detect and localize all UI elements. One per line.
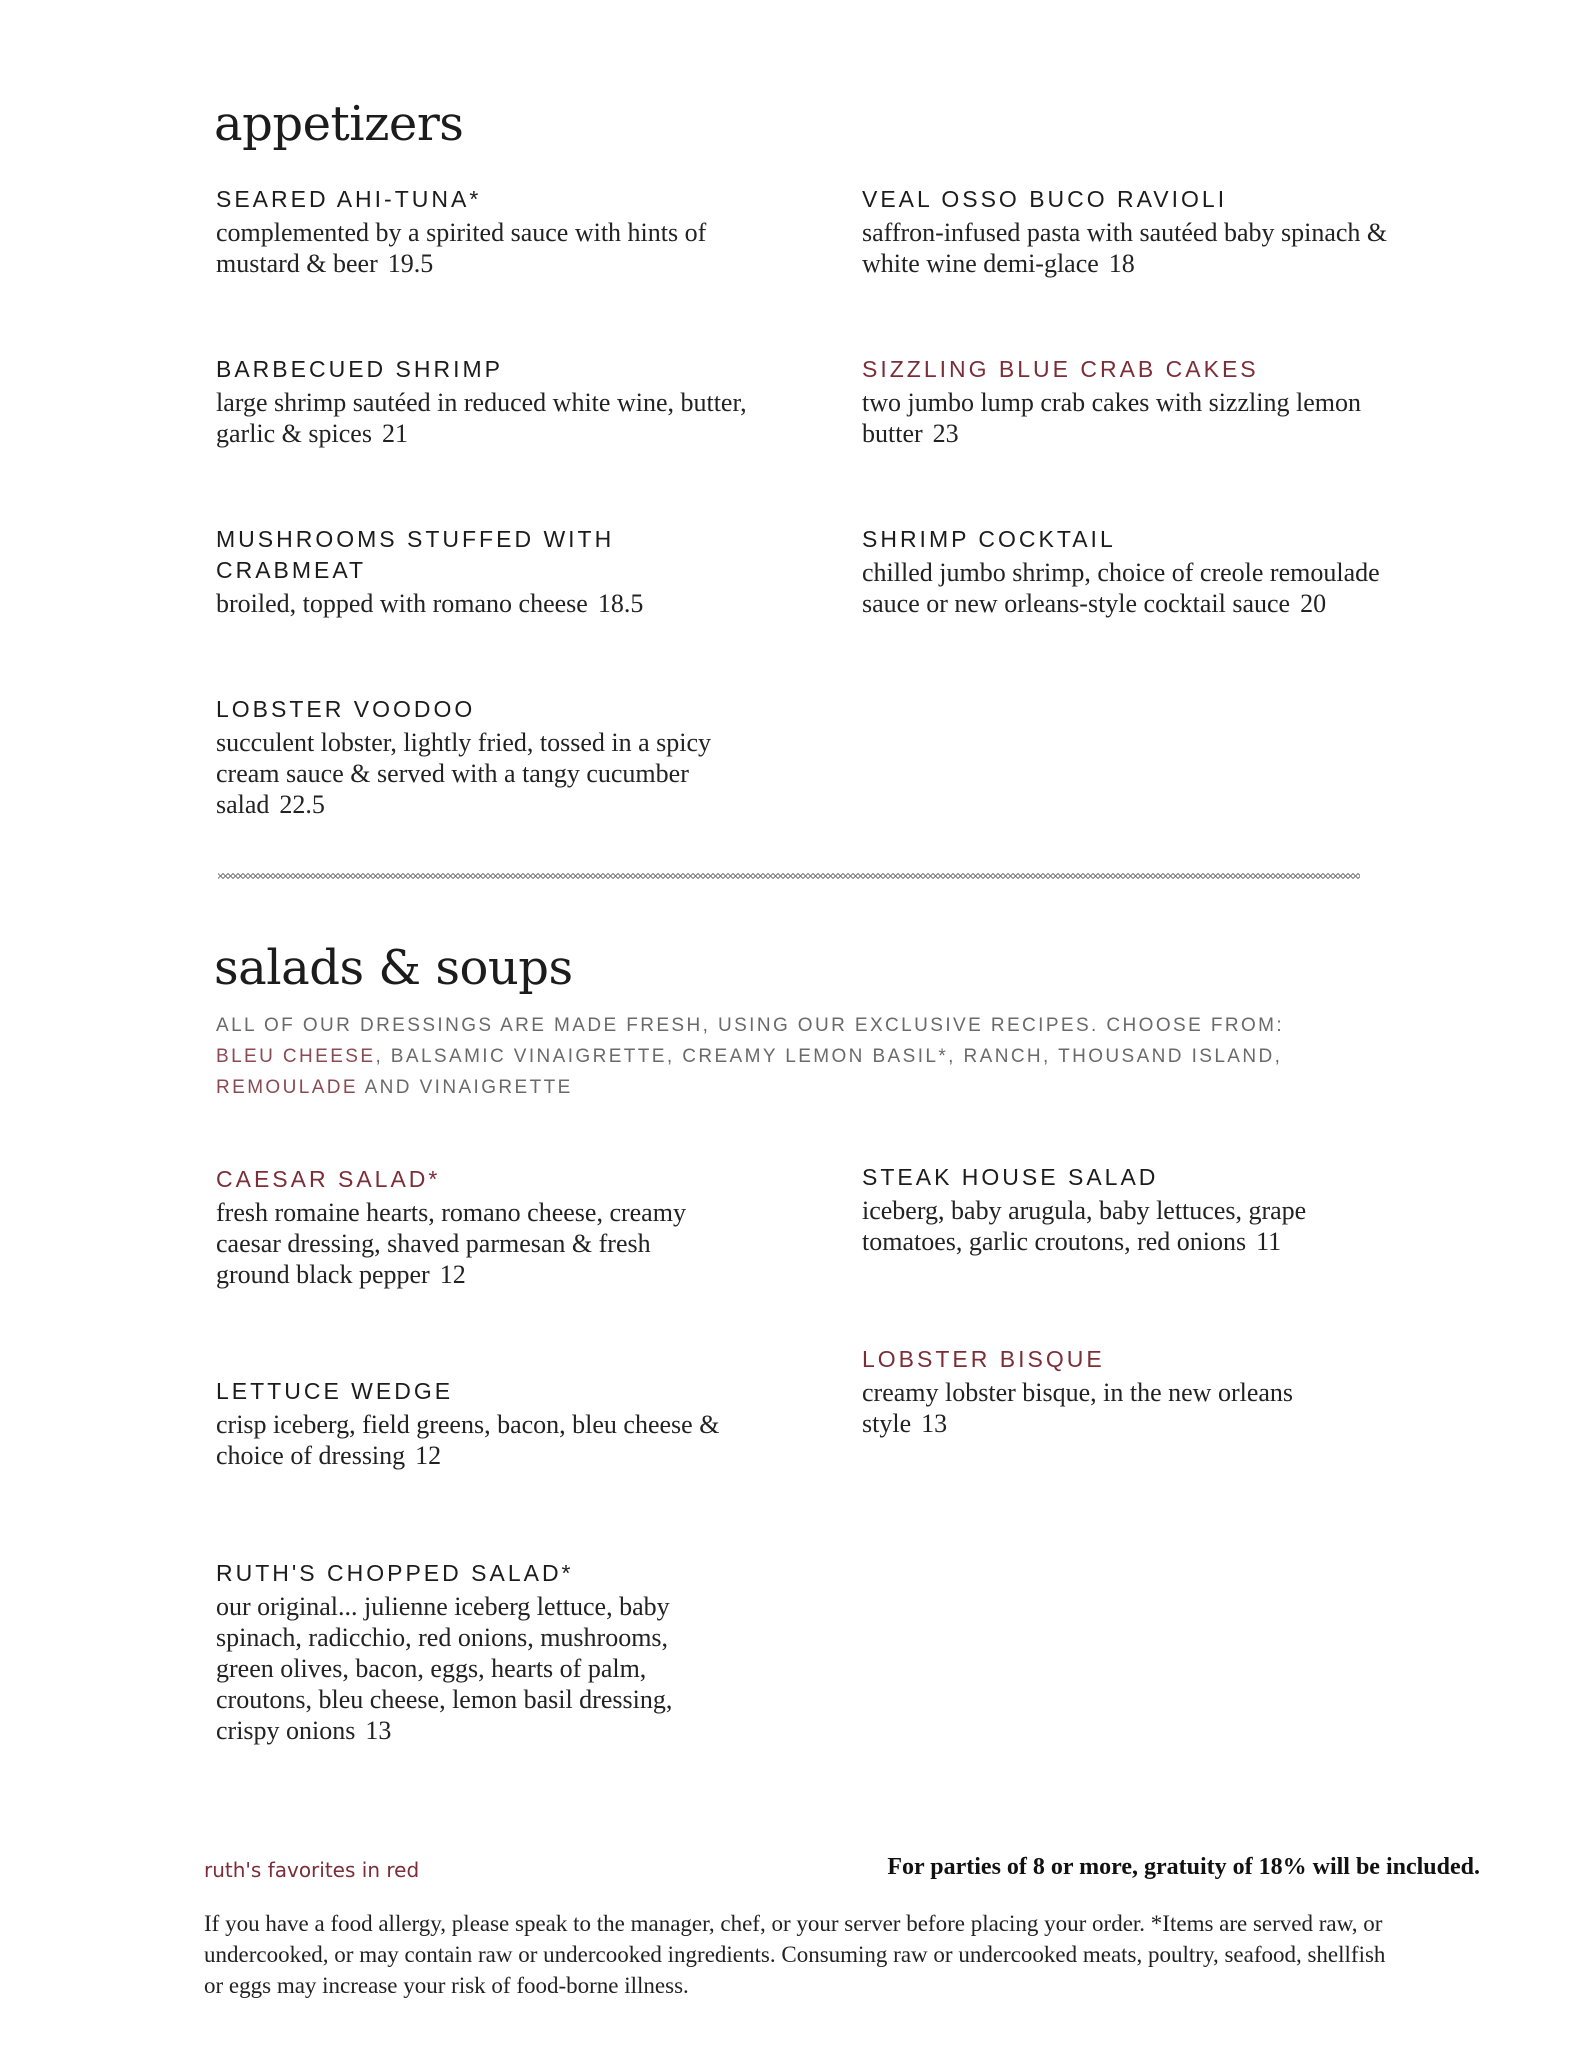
salads-soups-heading: salads & soups — [214, 940, 573, 996]
item-description: broiled, topped with romano cheese 18.5 — [216, 589, 644, 618]
item-price: 19.5 — [387, 249, 434, 278]
menu-item-shrimp-cocktail — [862, 524, 1422, 619]
menu-item-veal-osso-buco-ravioli — [862, 184, 1422, 279]
menu-item-barbecued-shrimp — [216, 354, 776, 449]
item-price: 18 — [1108, 249, 1135, 278]
item-price: 21 — [381, 419, 408, 448]
item-description: chilled jumbo shrimp, choice of creole remoulade sauce or new orleans-style cocktail sauce 20 — [862, 558, 1380, 618]
menu-item-caesar-salad — [216, 1164, 686, 1290]
menu-item-lobster-voodoo — [216, 694, 736, 820]
favorites-note: ruth's favorites in red — [204, 1858, 420, 1882]
item-name: LOBSTER BISQUE — [862, 1346, 1105, 1372]
menu-item-steak-house-salad — [862, 1162, 1362, 1257]
item-name: LOBSTER VOODOO — [216, 696, 476, 722]
item-price: 12 — [439, 1260, 466, 1289]
item-price: 23 — [932, 419, 959, 448]
item-name: STEAK HOUSE SALAD — [862, 1164, 1159, 1190]
item-description: fresh romaine hearts, romano cheese, creamy caesar dressing, shaved parmesan & fresh ground black pepper 12 — [216, 1198, 686, 1289]
item-name: BARBECUED SHRIMP — [216, 356, 503, 382]
item-price: 22.5 — [279, 790, 325, 819]
item-description: succulent lobster, lightly fried, tossed in a spicy cream sauce & served with a tangy cucumber salad 22.5 — [216, 728, 712, 819]
item-name: LETTUCE WEDGE — [216, 1378, 454, 1404]
favorite-dressing: BLEU CHEESE — [216, 1046, 376, 1067]
item-name: SHRIMP COCKTAIL — [862, 526, 1116, 552]
menu-item-mushrooms-stuffed — [216, 524, 686, 619]
allergy-disclaimer: If you have a food allergy, please speak to the manager, chef, or your server before placing your order. *Items are served raw, or undercooked, or may contain raw or undercooked ingredients. Consuming raw or undercooked meats, poultry, seafood, shellfish or eggs may increase your risk of food-borne illness. — [204, 1911, 1386, 1998]
gratuity-note: For parties of 8 or more, gratuity of 18% will be included. — [887, 1854, 1480, 1880]
item-price: 18.5 — [597, 589, 644, 618]
item-description: our original... julienne iceberg lettuce, baby spinach, radicchio, red onions, mushrooms, green olives, bacon, eggs, hearts of palm, croutons, bleu cheese, lemon basil dressing, crispy onions 13 — [216, 1592, 673, 1745]
section-divider — [218, 872, 1360, 880]
menu-item-ruths-chopped-salad — [216, 1558, 716, 1746]
item-description: large shrimp sautéed in reduced white wine, butter, garlic & spices 21 — [216, 388, 747, 448]
item-price: 11 — [1256, 1227, 1282, 1256]
item-name: SEARED AHI-TUNA* — [216, 186, 482, 212]
menu-item-seared-ahi-tuna — [216, 184, 776, 279]
item-description: crisp iceberg, field greens, bacon, bleu cheese & choice of dressing 12 — [216, 1410, 720, 1470]
item-name: SIZZLING BLUE CRAB CAKES — [862, 356, 1259, 382]
item-name: RUTH'S CHOPPED SALAD* — [216, 1560, 574, 1586]
appetizers-heading: appetizers — [214, 96, 464, 152]
item-name: CAESAR SALAD* — [216, 1166, 441, 1192]
favorite-dressing: REMOULADE — [216, 1077, 358, 1098]
item-price: 13 — [365, 1716, 392, 1745]
item-description: creamy lobster bisque, in the new orleans style 13 — [862, 1378, 1294, 1438]
item-description: two jumbo lump crab cakes with sizzling lemon butter 23 — [862, 388, 1361, 448]
item-description: iceberg, baby arugula, baby lettuces, grape tomatoes, garlic croutons, red onions 11 — [862, 1196, 1307, 1256]
item-price: 20 — [1300, 589, 1327, 618]
menu-item-lettuce-wedge — [216, 1376, 736, 1471]
item-price: 13 — [921, 1409, 948, 1438]
dressings-note: ALL OF OUR DRESSINGS ARE MADE FRESH, USING OUR EXCLUSIVE RECIPES. CHOOSE FROM: BLEU CHEESE, BALSAMIC VINAIGRETTE, CREAMY LEMON BASIL*, RANCH, THOUSAND ISLAND, REMOULADE AND VINAIGRETTE — [216, 1015, 1285, 1098]
item-description: complemented by a spirited sauce with hints of mustard & beer 19.5 — [216, 218, 707, 278]
menu-item-sizzling-blue-crab-cakes — [862, 354, 1422, 449]
item-price: 12 — [415, 1441, 442, 1470]
item-name: VEAL OSSO BUCO RAVIOLI — [862, 186, 1228, 212]
item-name: MUSHROOMS STUFFED WITH CRABMEAT — [216, 526, 615, 583]
menu-item-lobster-bisque — [862, 1344, 1362, 1439]
item-description: saffron-infused pasta with sautéed baby spinach & white wine demi-glace 18 — [862, 218, 1388, 278]
